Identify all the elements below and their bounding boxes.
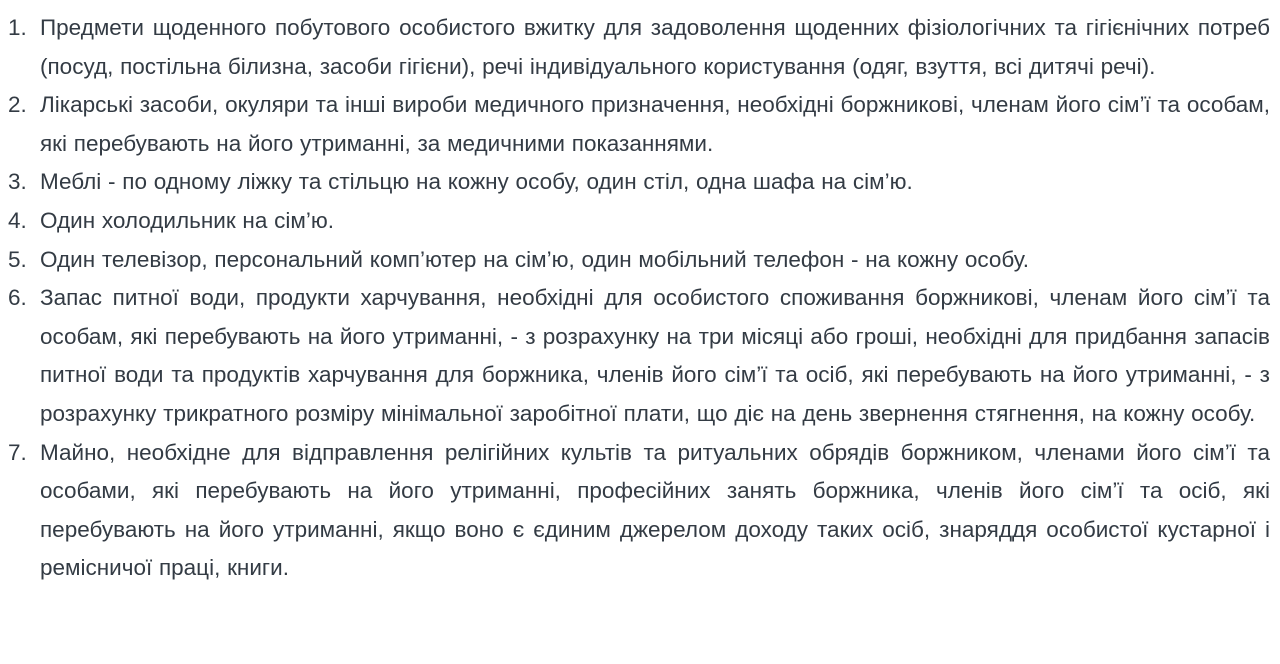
list-item-number: 6. xyxy=(8,285,27,311)
list-item-number: 5. xyxy=(8,246,27,272)
list-item xyxy=(8,434,1270,588)
list-item-text: Меблі - по одному ліжку та стільцю на кожну особу, один стіл, одна шафа на сім’ю. xyxy=(40,169,913,195)
numbered-list xyxy=(8,9,1270,588)
list-item-text: Майно, необхідне для відправлення релігійних культів та ритуальних обрядів боржником, членами його сім’ї та особами, які перебувають на його утриманні, професійних занять боржника, членів його сім’ї та осіб, які перебувають на його утриманні, якщо воно є єдиним джерелом доходу таких осіб, знаряддя особистої кустарної і ремісничої праці, книги. xyxy=(40,439,1270,581)
list-item-text: Лікарські засоби, окуляри та інші вироби медичного призначення, необхідні боржникові, членам його сім’ї та особам, які перебувають на його утриманні, за медичними показаннями. xyxy=(40,92,1270,156)
list-item xyxy=(8,86,1270,163)
list-item-text: Запас питної води, продукти харчування, необхідні для особистого споживання боржникові, членам його сім’ї та особам, які перебувають на його утриманні, - з розрахунку на три місяці або гроші, необхідні для придбання запасів питної води та продуктів харчування для боржника, членів його сім’ї та осіб, які перебувають на його утриманні, - з розрахунку трикратного розміру мінімальної заробітної плати, що діє на день звернення стягнення, на кожну особу. xyxy=(40,285,1270,426)
list-item xyxy=(8,279,1270,433)
list-item xyxy=(8,9,1270,86)
list-item xyxy=(8,202,1270,241)
list-item-text: Один холодильник на сім’ю. xyxy=(40,207,334,233)
list-item-number: 2. xyxy=(8,92,27,118)
list-item xyxy=(8,163,1270,202)
list-item-text: Предмети щоденного побутового особистого вжитку для задоволення щоденних фізіологічних та гігієнічних потреб (посуд, постільна білизна, засоби гігієни), речі індивідуального користування (одяг, взуття, всі дитячі речі). xyxy=(40,15,1270,79)
list-item-number: 3. xyxy=(8,169,27,195)
list-item xyxy=(8,241,1270,280)
list-item-text: Один телевізор, персональний комп’ютер на сім’ю, один мобільний телефон - на кожну особу. xyxy=(40,246,1030,272)
list-item-number: 7. xyxy=(8,439,27,465)
list-item-number: 4. xyxy=(8,207,27,233)
list-item-number: 1. xyxy=(8,15,27,40)
